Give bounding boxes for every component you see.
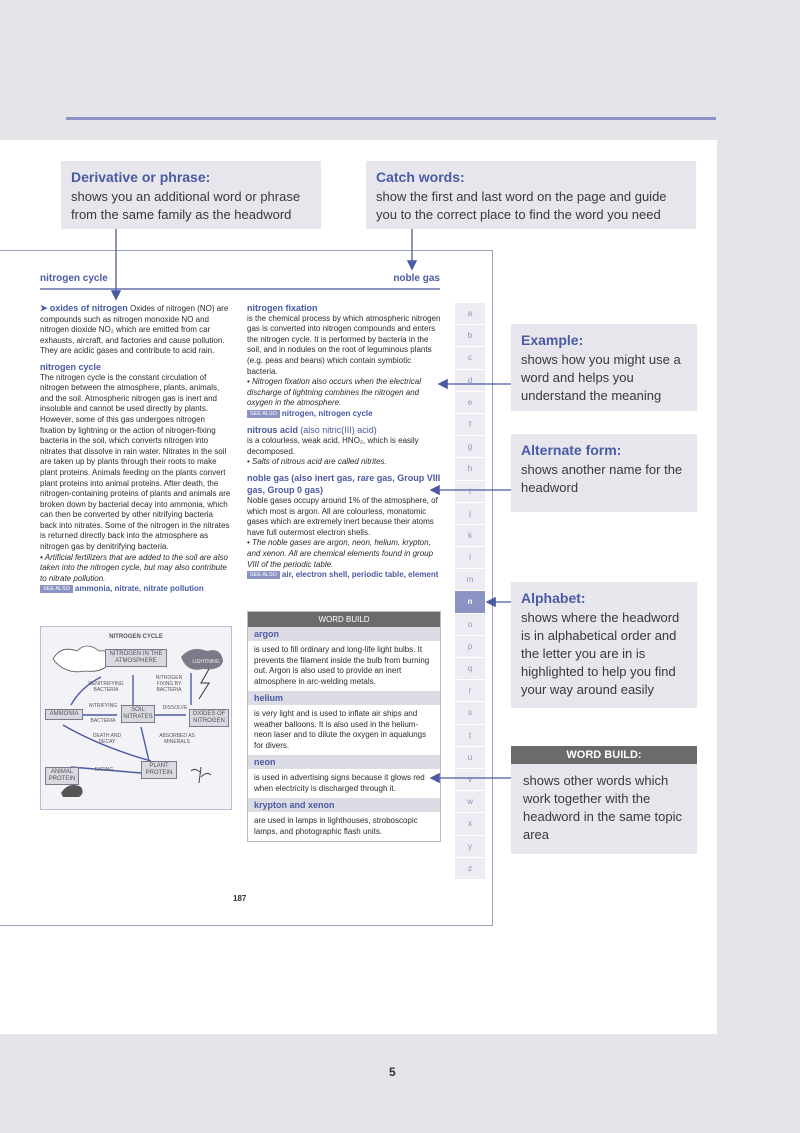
word-build-definition: are used in lamps in lighthouses, stroboscopic lamps, and photographic flash units. (254, 816, 418, 836)
alphabet-tab-x[interactable]: x (455, 813, 485, 835)
headword: oxides of nitrogen (49, 303, 128, 313)
alternate-form: (also nitric(III) acid) (300, 424, 377, 435)
word-build-definition: is used in advertising signs because it glows red when electricity is discharged through it. (254, 773, 425, 793)
see-also-links[interactable]: nitrogen, nitrogen cycle (281, 408, 373, 418)
eating-label: EATING (94, 767, 114, 773)
example: • Salts of nitrous acid are called nitrites. (247, 457, 387, 467)
alphabet-tab-r[interactable]: r (455, 680, 485, 702)
callout-body: shows another name for the headword (521, 462, 683, 495)
callout-title: Alternate form: (521, 442, 622, 458)
footer-page-number: 5 (389, 1065, 396, 1079)
see-also-links[interactable]: air, electron shell, periodic table, element (281, 570, 439, 580)
alphabet-tab-o[interactable]: o (455, 614, 485, 636)
callout-body: show the first and last word on the page and guide you to the correct place to find the word you need (376, 189, 667, 222)
alphabet-tab-j[interactable]: j (455, 503, 485, 525)
example: • The noble gases are argon, neon, helium, krypton, and xenon. All are chemical elements found in group VIII of the periodic table. (247, 538, 434, 569)
lightning-label: LIGHTNING (192, 659, 220, 665)
see-also-label: SEE ALSO (247, 410, 280, 418)
definition: is a colourless, weak acid, HNO₂, which is easily decomposed. (247, 436, 419, 456)
callout-body: shows where the headword is in alphabetical order and the letter you are in is highlighted to help you find your way around easily (521, 610, 680, 697)
alphabet-tab-y[interactable]: y (455, 836, 485, 858)
alphabet-tab-m[interactable]: m (455, 569, 485, 591)
headword: noble gas (247, 472, 290, 483)
alphabet-tab-v[interactable]: v (455, 769, 485, 791)
death-label: DEATH AND DECAY (92, 733, 122, 745)
alphabet-tab-n[interactable]: n (455, 591, 485, 613)
definition: Noble gases occupy around 1% of the atmosphere, of which most is argon. All are colourless, monatomic gases which are extremely inert because their atoms have full outermost electron shells. (247, 496, 438, 537)
ammonia-box: AMMONIA (45, 709, 83, 720)
alphabet-tab-s[interactable]: s (455, 702, 485, 724)
alphabet-tab-i[interactable]: i (455, 481, 485, 503)
callout-title: WORD BUILD: (511, 746, 697, 764)
callout-title: Example: (521, 332, 584, 348)
word-build-word: argon (248, 627, 440, 641)
alphabet-tab-t[interactable]: t (455, 725, 485, 747)
dissolve-label: DISSOLVE (162, 705, 188, 711)
denitrifying-label: DENITRIFYING BACTERIA (88, 681, 124, 693)
absorbed-label: ABSORBED AS MINERALS (159, 733, 195, 745)
word-build-definition: is very light and is used to inflate air ships and weather balloons. It is also used in the helium-neon laser and to dilute the oxygen in aqualungs for divers. (254, 709, 427, 750)
alphabet-tab-k[interactable]: k (455, 525, 485, 547)
alphabet-tab-a[interactable]: a (455, 303, 485, 325)
diagram-title: NITROGEN CYCLE (109, 634, 163, 640)
soil-nitrates-box: SOIL NITRATES (121, 705, 155, 723)
word-build-definition: is used to fill ordinary and long-life light bulbs. It prevents the filament inside the bulb from burning out. Argon is also used to provide an inert atmosphere in arc-welding metals. (254, 645, 430, 686)
bacteria-label: BACTERIA (90, 718, 116, 724)
alphabet-tab-g[interactable]: g (455, 436, 485, 458)
alphabet-tab-c[interactable]: c (455, 347, 485, 369)
alphabet-tab-l[interactable]: l (455, 547, 485, 569)
oxides-box: OXIDES OF NITROGEN (189, 709, 229, 727)
alternate-form: (also inert gas, rare gas, Group VIII gas, Group 0 gas) (247, 472, 441, 495)
plant-protein-box: PLANT PROTEIN (141, 761, 177, 779)
fixing-label: NITROGEN FIXING BY BACTERIA (155, 675, 183, 693)
alphabet-tab-f[interactable]: f (455, 414, 485, 436)
catch-word-right: noble gas (393, 273, 440, 284)
alphabet-tab-w[interactable]: w (455, 791, 485, 813)
callout-body: shows you an additional word or phrase from the same family as the headword (71, 189, 301, 222)
atmosphere-box: NITROGEN IN THE ATMOSPHERE (105, 649, 167, 667)
callout-title: Alphabet: (521, 590, 586, 606)
headword: nitrogen cycle (40, 361, 102, 372)
headword: nitrous acid (247, 424, 299, 435)
definition: Oxides of nitrogen (NO) are compounds such as nitrogen monoxide NO and nitrogen dioxide NO₂ which are emitted from car exhausts, aircraft, and factories and cause pollution. They are acidic gases and contribute to acid rain. (40, 304, 229, 356)
word-build-word: helium (248, 691, 440, 705)
derivative-arrow-icon: ➤ (40, 303, 48, 313)
alphabet-tab-d[interactable]: d (455, 370, 485, 392)
word-build-heading: WORD BUILD (248, 612, 440, 627)
word-build-word: krypton and xenon (248, 798, 440, 812)
catch-word-left: nitrogen cycle (40, 273, 108, 284)
see-also-label: SEE ALSO (40, 585, 73, 593)
alphabet-tab-b[interactable]: b (455, 325, 485, 347)
headword: nitrogen fixation (247, 303, 318, 313)
dictionary-page-number: 187 (233, 894, 247, 903)
animal-protein-box: ANIMAL PROTEIN (45, 767, 79, 785)
word-build-word: neon (248, 755, 440, 769)
nitrifying-label: NITRIFYING (88, 703, 118, 709)
definition: The nitrogen cycle is the constant circulation of nitrogen between the atmosphere, plants, animals, and the soil. Atmospheric nitrogen gas is inert and insoluble and cannot be used directly by plants. However, some of this gas undergoes nitrogen fixation by lightning or the action of nitrogen-fixing bacteria in the soil, which converts nitrogen into nitrates that dissolve in rain water. Nitrates in the soil are taken up by plants through their roots to make plant proteins. Animals feeding on the plants convert plant proteins into animal proteins. After death, the nitrogen-containing proteins of plants and animals are broken down by bacterial decay into ammonia, which can then be converted by other nitrifying bacteria back into nitrates. Some of the nitrogen in the nitrates is returned directly back into the atmosphere as nitrogen gas by denitrifying bacteria. (40, 372, 231, 552)
callout-title: Catch words: (376, 169, 465, 185)
alphabet-tab-z[interactable]: z (455, 858, 485, 880)
alphabet-tab-p[interactable]: p (455, 636, 485, 658)
definition: is the chemical process by which atmospheric nitrogen gas is converted into nitrogen compounds and enters the nitrogen cycle. It is performed by bacteria in the soil, and in nodules on the root of leguminous plants (e.g. peas and beans) which contain symbiotic bacteria. (247, 313, 441, 376)
example: • Nitrogen fixation also occurs when the electrical discharge of lightning combines the nitrogen and oxygen in the atmosphere. (247, 377, 421, 408)
alphabet-tab-u[interactable]: u (455, 747, 485, 769)
alphabet-tab-q[interactable]: q (455, 658, 485, 680)
alphabet-tab-e[interactable]: e (455, 392, 485, 414)
callout-body: shows other words which work together with the headword in the same topic area (523, 773, 682, 842)
callout-title: Derivative or phrase: (71, 169, 211, 185)
see-also-label: SEE ALSO (247, 571, 280, 579)
example: • Artificial fertilizers that are added to the soil are also taken into the nitrogen cycle, but may also contribute to nitrate pollution. (40, 552, 228, 583)
alphabet-tab-h[interactable]: h (455, 458, 485, 480)
see-also-links[interactable]: ammonia, nitrate, nitrate pollution (74, 584, 204, 594)
callout-body: shows how you might use a word and helps you understand the meaning (521, 352, 681, 403)
